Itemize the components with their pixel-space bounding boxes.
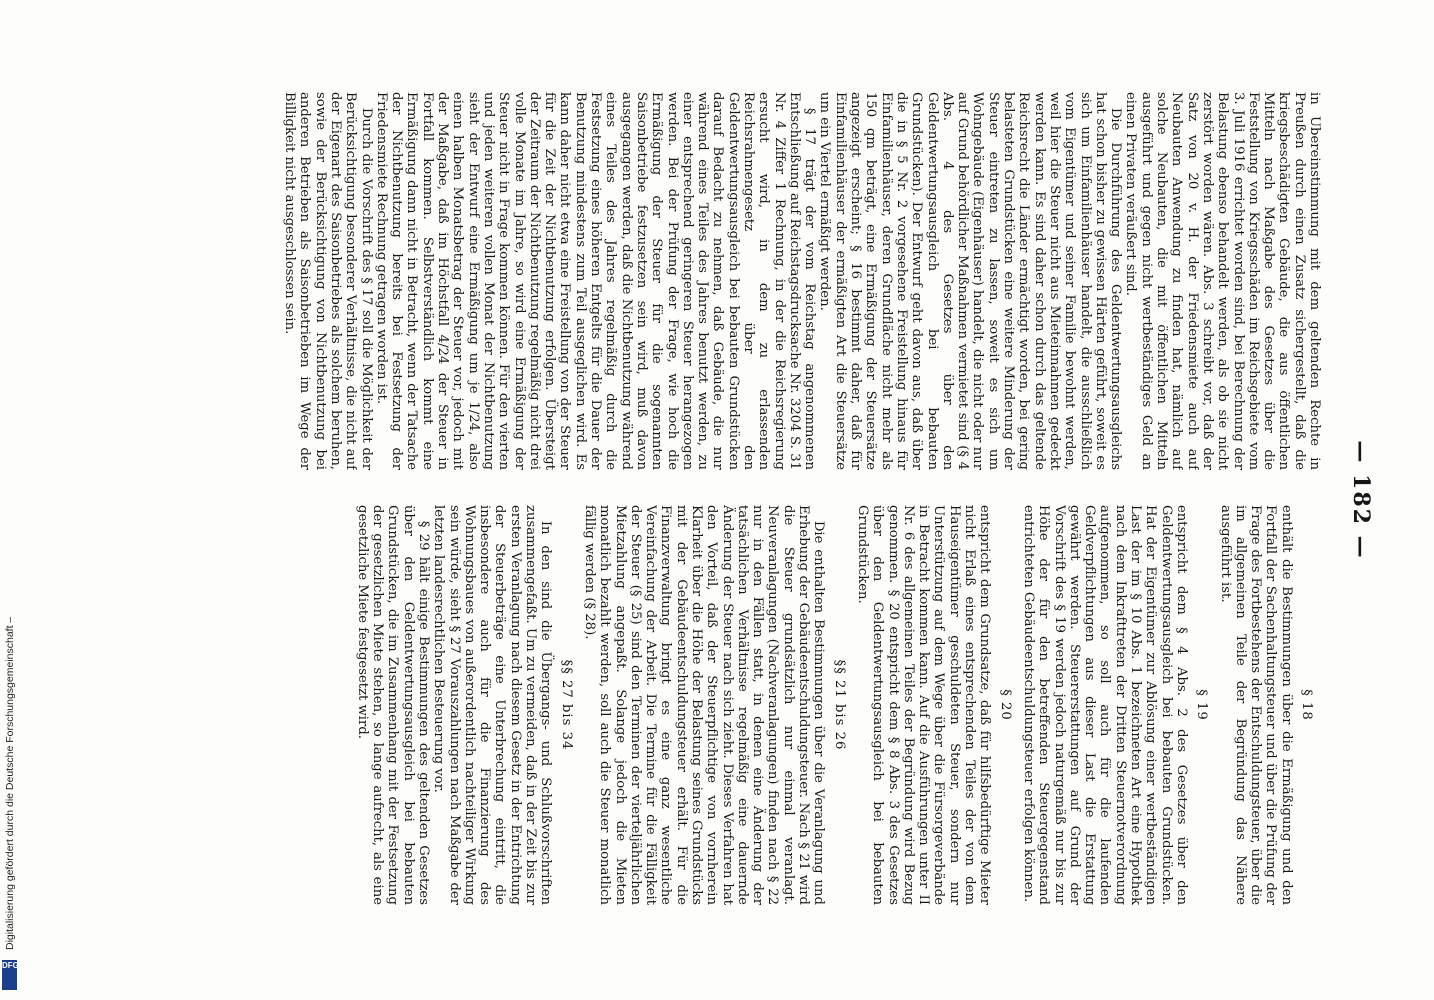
paragraph: entspricht dem Grundsatze, daß für hilfsbedürftige Mieter nicht Erlaß eines entsprechenden Teiles der von dem Hauseigentümer geschuldeten Steuer, sondern nur Unterstützung auf dem Wege über die Fürsorgeverbände in Betracht kommen kann. Auf die Ausführungen unter II Nr. 6 des allgemeinen Teiles der Begründung wird Bezug genommen. § 20 entspricht dem § 8 Abs. 3 des Gesetzes über den Geldentwertungsausgleich bei bebauten Grundstücken.	[854, 505, 993, 905]
dfg-logo-icon: DFG	[2, 960, 17, 990]
paragraph: in Übereinstimmung mit dem geltenden Rechte in Preußen durch einen Zusatz sichergestellt, daß die kriegsbeschädigten Gebäude, die aus öffentlichen Mitteln nach Maßgabe des Gesetzes über die Feststellung von Kriegsschäden im Reichsgebiete vom 3. Juli 1916 errichtet worden sind, bei Berechnung der Belastung ebenso behandelt werden, als ob sie nicht zerstört worden wären. Abs. 3 schreibt vor, daß der Satz von 20 v. H. der Friedensmiete auch auf Neubauten Anwendung zu finden hat, nämlich auf solche Neubauten, die mit öffentlichen Mitteln ausgeführt und gegen nicht wertbeständiges Geld an einen Privaten veräußert sind.	[1123, 92, 1322, 470]
section-heading: §§ 27 bis 34	[558, 659, 574, 751]
funding-notice: Digitalisierung gefördert durch die Deutsche Forschungsgemeinschaft –	[4, 616, 16, 950]
digitization-footer	[2, 0, 18, 990]
section-heading: § 19	[1194, 689, 1210, 721]
paragraph: § 17 trägt der vom Reichstag angenommenen Entschließung auf Reichstagsdrucksache Nr. 3204 S. 31 Nr. 4 Ziffer 1 Rechnung, in der die Reichsregierung ersucht wird, in dem zu erlassenden Reichsrahmengesetz über den Geldentwertungsausgleich bei bebauten Grundstücken darauf Bedacht zu nehmen, daß Gebäude, die nur während eines Teiles des Jahres benutzt werden, zu einer entsprechend geringeren Steuer herangezogen werden. Bei der Prüfung der Frage, wie hoch die Ermäßigung der Steuer für die sogenannten Saisonbetriebe festzusetzen sein wird, muß davon ausgegangen werden, daß die Nichtbenutzung während eines Teiles des Jahres regelmäßig durch die Festsetzung eines höheren Entgelts für die Dauer der Benutzung mindestens zum Teil ausgeglichen wird. Es kann daher nicht etwa eine Freistellung von der Steuer für die Zeit der Nichtbenutzung erfolgen. Übersteigt der Zeitraum der Nichtbenutzung regelmäßig nicht drei volle Monate im Jahre, so wird eine Ermäßigung der Steuer nicht in Frage kommen können. Für den vierten und jeden weiteren vollen Monat der Nichtbenutzung sieht der Entwurf eine Ermäßigung um je 1/24, also einen halben Monatsbetrag der Steuer vor, jedoch mit der Maßgabe, daß im Höchstfall 4/24 der Steuer in Fortfall kommen. Selbstverständlich kommt eine Ermäßigung dann nicht in Betracht, wenn der Tatsache der Nichtbenutzung bereits bei Festsetzung der Friedensmiete Rechnung getragen worden ist.	[373, 92, 818, 470]
section-heading: § 18	[1299, 689, 1314, 721]
paragraph: Die enthalten Bestimmungen über die Veranlagung und Erhebung der Gebäudeentschuldungsteuer. Nach § 21 wird die Steuer grundsätzlich nur einmal veranlagt. Neuveranlagungen (Nachveranlagungen) finden nach § 22 nur in den Fällen statt, in denen eine Änderung der tatsächlichen Verhältnisse regelmäßig eine dauernde Änderung der Steuer nach sich zieht. Dieses Verfahren hat den Vorteil, daß der Steuerpflichtige von vornherein Klarheit über die Höhe der Belastung seines Grundstücks mit der Gebäudeentschuldungsteuer erhält. Für die Finanzverwaltung bringt es eine ganz wesentliche Vereinfachung der Arbeit. Die Termine für die Fälligkeit der Steuer (§ 25) sind den Terminen der vierteljährlichen Mietzahlung angepaßt. Solange jedoch die Mieten monatlich bezahlt werden, soll auch die Steuer monatlich fällig werden (§ 28).	[581, 505, 827, 905]
section-heading: §§ 21 bis 26	[831, 659, 847, 751]
paragraph: Die Durchführung des Geldentwertungsausgleichs hat schon bisher zu gewissen Härten geführt, soweit es sich um Einfamilienhäuser handelt, die ausschließlich vom Eigentümer und seiner Familie bewohnt werden, weil hier die Steuer nicht aus Mieteinnahmen gedeckt werden kann. Es sind daher schon durch das geltende Reichsrecht die Länder ermächtigt worden, bei gering belasteten Grundstücken eine weitere Minderung der Steuer eintreten zu lassen, soweit es sich um Wohngebäude (Eigenhäuser) handelt, die nicht oder nur auf Grund behördlicher Maßnahmen vermietet sind (§ 4 Abs. 4 des Gesetzes über den Geldentwertungsausgleich bei bebauten Grundstücken). Der Entwurf geht davon aus, daß über die in § 5 Nr. 2 vorgesehene Freistellung hinaus für Einfamilienhäuser, deren Grundfläche nicht mehr als 150 qm beträgt, eine Ermäßigung der Steuersätze angezeigt erscheint; § 16 bestimmt daher, daß für Einfamilienhäuser der ermäßigten Art die Steuersätze um ein Viertel ermäßigt werden.	[817, 92, 1124, 470]
paragraph: entspricht dem § 4 Abs. 2 des Gesetzes über den Geldentwertungsausgleich bei bebauten Grundstücken. Hat der Eigentümer zur Ablösung einer wertbeständigen Last der im § 10 Abs. 1 bezeichneten Art eine Hypothek nach dem Inkrafttreten der Dritten Steuernotverordnung aufgenommen, so soll auch für die laufenden Geldverpflichtungen aus dieser Last die Erstattung gewährt werden. Steuererstattungen auf Grund der Vorschrift des § 19 werden jedoch naturgemäß nur bis zur Höhe der für den betreffenden Steuergegenstand entrichteten Gebäudeentschuldungsteuer erfolgen können.	[1020, 505, 1189, 905]
paragraph: enthält die Bestimmungen über die Ermäßigung und den Fortfall der Sachenhaltungsteuer und über die Prüfung der Frage des Fortbestehens der Entschuldungsteuer, über die im allgemeinen Teile der Begründung das Nähere ausgeführt ist.	[1217, 505, 1294, 905]
paragraph: § 29 hält einige Bestimmungen des geltenden Gesetzes über den Geldentwertungsausgleich bei bebauten Grundstücken, die im Zusammenhang mit der Festsetzung der gesetzlichen Miete stehen, so lange aufrecht, als eine gesetzliche Miete festgesetzt wird.	[354, 505, 431, 905]
paragraph: In den sind die Übergangs- und Schlußvorschriften zusammengefaßt. Um zu vermeiden, daß in der Zeit bis zur ersten Veranlagung nach diesem Gesetz in der Entrichtung der Steuerbeträge eine Unterbrechung eintritt, die insbesondere auch für die Finanzierung des Wohnungsbaues von außerordentlich nachteiliger Wirkung sein würde, sieht § 27 Vorauszahlungen nach Maßgabe der letzten landesrechtlichen Besteuerung vor.	[431, 505, 554, 905]
section-heading: § 20	[997, 689, 1013, 721]
page-number: — 182 —	[1348, 440, 1374, 560]
text-column-right	[142, 505, 1322, 905]
text-column-left	[142, 92, 1322, 470]
paragraph: Durch die Vorschrift des § 17 soll die Möglichkeit der Berücksichtigung besonderer Verhältnisse, die nicht auf der Eigenart des Saisonbetriebes als solchem beruhen, sowie der Berücksichtigung von Nichtbenutzung bei anderen Betrieben als Saisonbetrieben im Wege der Billigkeit nicht ausgeschlossen sein.	[282, 92, 374, 470]
